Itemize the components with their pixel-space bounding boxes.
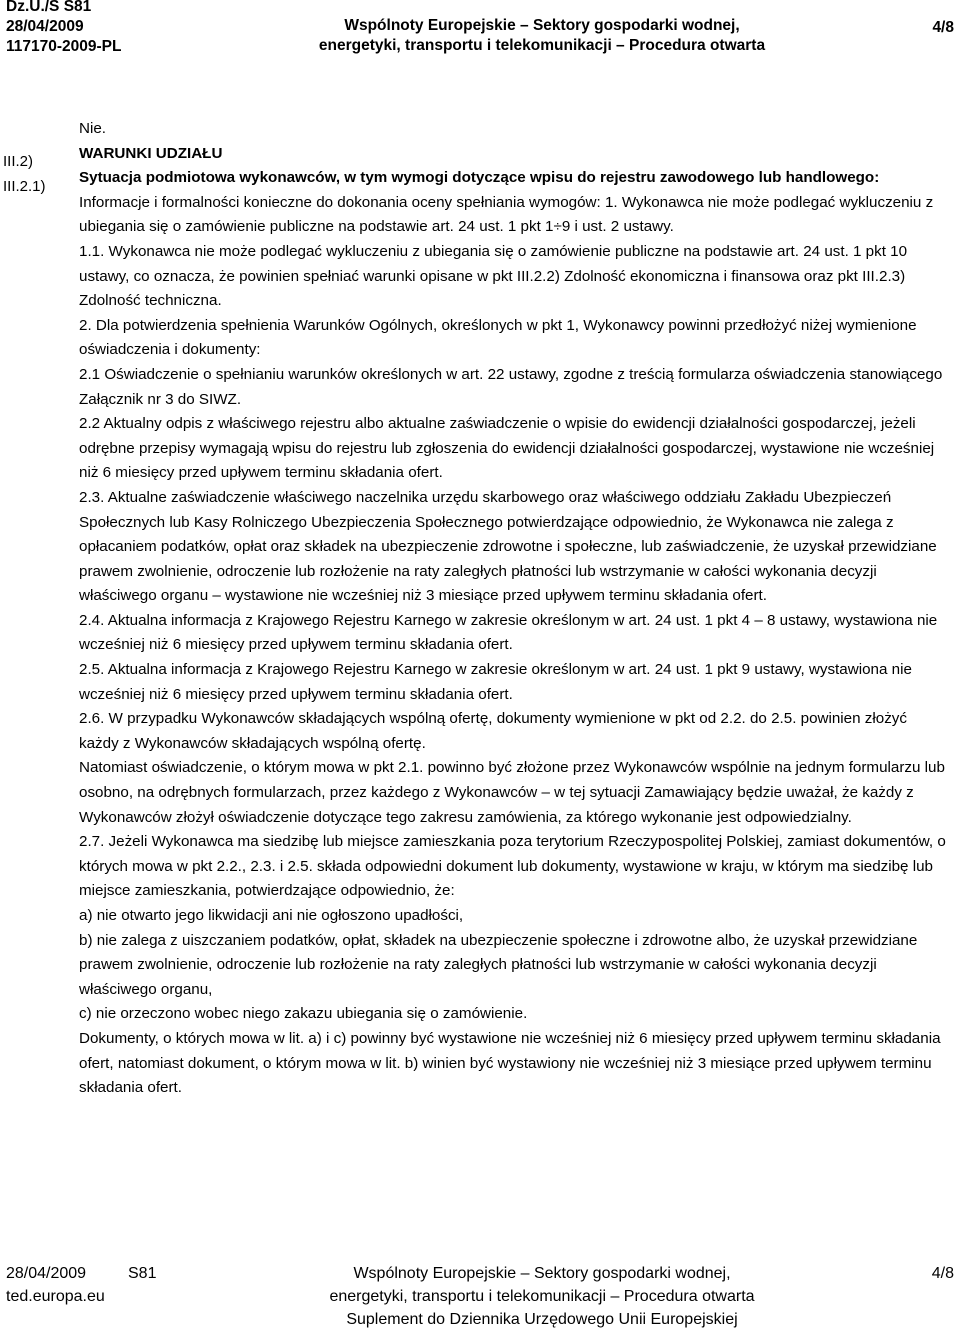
footer-date: 28/04/2009: [6, 1265, 87, 1282]
body-paragraph: 2.1 Oświadczenie o spełnianiu warunków określonych w art. 22 ustawy, zgodne z treścią formularza oświadczenia stanowiącego Załącznik nr 3 do SIWZ.: [79, 365, 943, 408]
footer-title-line3: Suplement do Dziennika Urzędowego Unii Europejskiej: [346, 1311, 738, 1328]
header-title: [302, 16, 782, 56]
body-paragraph: Sytuacja podmiotowa wykonawców, w tym wymogi dotyczące wpisu do rejestru zawodowego lub handlowego:: [79, 169, 880, 187]
footer-title-line1: Wspólnoty Europejskie – Sektory gospodarki wodnej,: [353, 1265, 731, 1282]
body-paragraph: Natomiast oświadczenie, o którym mowa w pkt 2.1. powinno być złożone przez Wykonawców wspólnie na jednym formularzu lub osobno, na odrębnych formularzach, przez każdego z Wykonawców – w tej sytuacji Zamawiający będzie uważał, że każdy z Wykonawców złożył oświadczenie dotyczące tego zakresu zamówienia, za którego wykonanie jest odpowiedzialny.: [79, 759, 945, 826]
body-paragraph: Nie.: [79, 120, 107, 137]
body-paragraph: a) nie otwarto jego likwidacji ani nie ogłoszono upadłości,: [79, 907, 464, 924]
footer-series: S81: [128, 1265, 157, 1282]
body-paragraph: Informacje i formalności konieczne do dokonania oceny spełniania wymogów: 1. Wykonawca nie może podlegać wykluczeniu z ubiegania się o zamówienie publiczne na podstawie art. 24 ust. 1 pkt 1÷9 i ust. 2 ustawy.: [79, 193, 934, 236]
body-paragraph: 2.4. Aktualna informacja z Krajowego Rejestru Karnego w zakresie określonym w art. 24 ust. 1 pkt 4 – 8 ustawy, wystawiona nie wcześniej niż 6 miesięcy przed upływem terminu składania ofert.: [79, 611, 938, 654]
header-reference: [6, 0, 121, 57]
footer-title-line2: energetyki, transportu i telekomunikacji – Procedura otwarta: [329, 1288, 755, 1305]
body-paragraph: 2.6. W przypadku Wykonawców składających wspólną ofertę, dokumenty wymienione w pkt od 2.2. do 2.5. powinien złożyć każdy z Wykonawców składających wspólną ofertę.: [79, 710, 907, 752]
body-paragraph: 2.5. Aktualna informacja z Krajowego Rejestru Karnego w zakresie określonym w art. 24 ust. 1 pkt 9 ustawy, wystawiona nie wcześniej niż 6 miesięcy przed upływem terminu składania ofert.: [79, 661, 912, 703]
body-paragraph: 2.3. Aktualne zaświadczenie właściwego naczelnika urzędu skarbowego oraz właściwego oddziału Zakładu Ubezpieczeń Społecznych lub Kasy Rolniczego Ubezpieczenia Społecznego potwierdzające odpowiednio, że Wykonawca nie zalega z opłacaniem podatków, opłat oraz składek na ubezpieczenie zdrowotne i społeczne, lub zaświadczenie, że uzyskał przewidziane prawem zwolnienie, odroczenie lub rozłożenie na raty zaległych płatności lub wstrzymanie w całości wykonania decyzji właściwego organu – wystawione nie wcześniej niż 3 miesiące przed upływem terminu składania ofert.: [79, 488, 937, 605]
header-page-number: 4/8: [932, 19, 954, 36]
header-title-line1: Wspólnoty Europejskie – Sektory gospodarki wodnej,: [344, 17, 740, 34]
header-title-line2: energetyki, transportu i telekomunikacji – Procedura otwarta: [318, 37, 766, 54]
section-number-iii-2-1: III.2.1): [3, 178, 46, 195]
header-journal-ref: Dz.U./S S81: [6, 0, 92, 15]
body-paragraph: WARUNKI UDZIAŁU: [79, 144, 223, 162]
header-date: 28/04/2009: [6, 18, 84, 35]
body-paragraph: 2.2 Aktualny odpis z właściwego rejestru albo aktualne zaświadczenie o wpisie do ewidencji działalności gospodarczej, jeżeli odrębne przepisy wymagają wpisu do rejestru lub zgłoszenia do ewidencji działalności gospodarczej, wystawione nie wcześniej niż 6 miesięcy przed upływem terminu składania ofert.: [79, 415, 935, 482]
notice-body: [79, 117, 949, 1101]
body-paragraph: 2. Dla potwierdzenia spełnienia Warunków Ogólnych, określonych w pkt 1, Wykonawcy powinni przedłożyć niżej wymienione oświadczenia i dokumenty:: [79, 316, 917, 359]
body-paragraph: 1.1. Wykonawca nie może podlegać wykluczeniu z ubiegania się o zamówienie publiczne na podstawie art. 24 ust. 1 pkt 10 ustawy, co oznacza, że powinien spełniać warunki opisane w pkt III.2.2) Zdolność ekonomiczna i finansowa oraz pkt III.2.3) Zdolność techniczna.: [79, 242, 908, 310]
section-number-iii-2: III.2): [3, 153, 34, 170]
body-paragraph: b) nie zalega z uiszczaniem podatków, opłat, składek na ubezpieczenie społeczne i zdrowotne albo, że uzyskał przewidziane prawem zwolnienie, odroczenie lub rozłożenie na raty zaległych płatności lub wstrzymanie w całości wykonania decyzji właściwego organu,: [79, 931, 918, 998]
body-paragraph: Dokumenty, o których mowa w lit. a) i c) powinny być wystawione nie wcześniej niż 6 miesięcy przed upływem terminu składania ofert, natomiast dokument, o którym mowa w lit. b) winien być wystawiony nie wcześniej niż 3 miesiące przed upływem terminu składania ofert.: [79, 1029, 941, 1097]
header-notice-id: 117170-2009-PL: [6, 38, 122, 55]
footer-page-number: 4/8: [931, 1265, 954, 1282]
footer-site-link[interactable]: ted.europa.eu: [6, 1288, 105, 1305]
body-paragraph: c) nie orzeczono wobec niego zakazu ubiegania się o zamówienie.: [79, 1005, 528, 1023]
body-paragraph: 2.7. Jeżeli Wykonawca ma siedzibę lub miejsce zamieszkania poza terytorium Rzeczypospolitej Polskiej, zamiast dokumentów, o których mowa w pkt 2.2., 2.3. i 2.5. składa odpowiedni dokument lub dokumenty, wystawione w kraju, w którym ma siedzibę lub miejsce zamieszkania, potwierdzające odpowiednio, że:: [79, 833, 946, 900]
